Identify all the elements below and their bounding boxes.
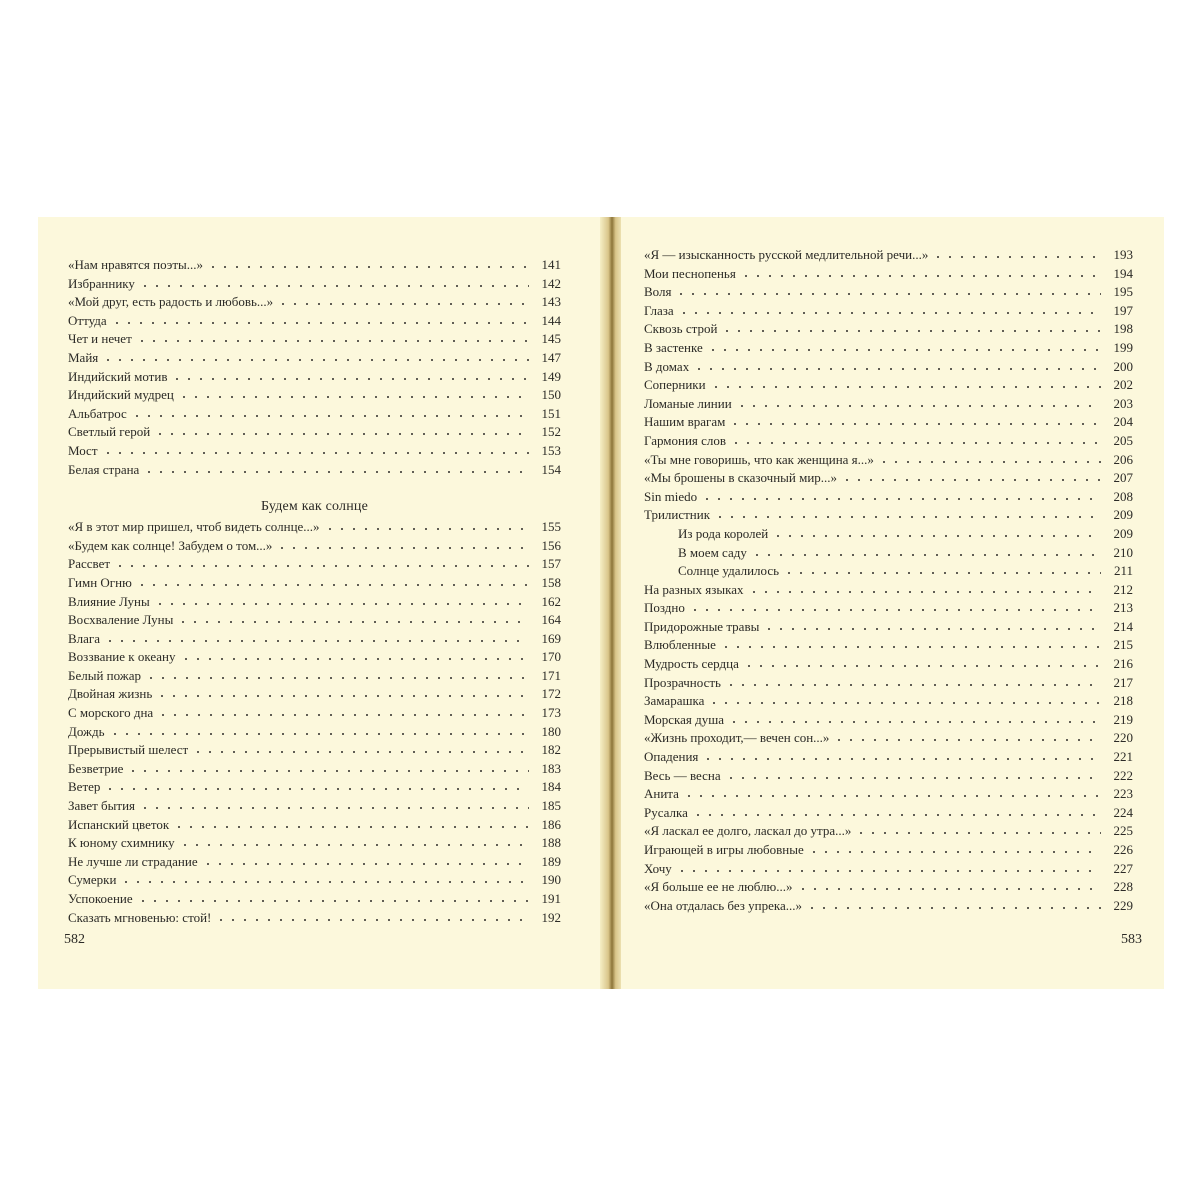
toc-entry xyxy=(68,816,561,835)
toc-entry xyxy=(68,667,561,686)
toc-entry xyxy=(644,376,1133,395)
toc-entry-page: 149 xyxy=(541,368,561,384)
toc-entry-page: 211 xyxy=(1113,563,1133,579)
toc-entry-page: 198 xyxy=(1113,321,1133,337)
dot-leader xyxy=(692,807,1101,817)
toc-entry-page: 170 xyxy=(541,649,561,665)
toc-entry-page: 183 xyxy=(541,760,561,776)
toc-entry-title: Безветрие xyxy=(68,760,124,776)
dot-leader xyxy=(683,788,1101,798)
toc-entry-page: 162 xyxy=(541,593,561,609)
dot-leader xyxy=(806,900,1101,910)
dot-leader xyxy=(714,509,1101,519)
toc-entry xyxy=(644,822,1133,841)
toc-entry-page: 207 xyxy=(1113,470,1133,486)
toc-entry-page: 206 xyxy=(1113,451,1133,467)
toc-entry xyxy=(68,518,561,537)
page-number-left: 582 xyxy=(64,932,85,947)
toc-entry-page: 155 xyxy=(541,519,561,535)
toc-entry-title: Рассвет xyxy=(68,556,111,572)
toc-entry-title: Испанский цветок xyxy=(68,816,170,832)
toc-entry-title: С морского дна xyxy=(68,705,154,721)
toc-entry xyxy=(68,405,561,424)
toc-entry-page: 150 xyxy=(541,387,561,403)
dot-leader xyxy=(783,565,1101,575)
toc-entry xyxy=(644,636,1133,655)
toc-entry xyxy=(68,537,561,556)
toc-entry-title: Мост xyxy=(68,442,98,458)
right-page xyxy=(621,217,1164,989)
page-number-right: 583 xyxy=(1121,932,1142,947)
dot-leader xyxy=(720,639,1101,649)
toc-entry-title: Сказать мгновенью: стой! xyxy=(68,909,212,925)
toc-entry-page: 153 xyxy=(541,442,561,458)
toc-entry-title: Белая страна xyxy=(68,461,140,477)
toc-entry-page: 141 xyxy=(541,257,561,272)
dot-leader xyxy=(131,408,529,418)
dot-leader xyxy=(729,416,1101,426)
toc-entry-page: 182 xyxy=(541,742,561,758)
toc-entry-title: Избраннику xyxy=(68,275,135,291)
dot-leader xyxy=(324,521,529,531)
dot-leader xyxy=(689,602,1101,612)
toc-entry-page: 190 xyxy=(541,872,561,888)
toc-entry xyxy=(644,432,1133,451)
toc-entry xyxy=(644,618,1133,637)
toc-entry-title: Альбатрос xyxy=(68,405,127,421)
toc-entry-page: 223 xyxy=(1113,786,1133,802)
dot-leader xyxy=(109,726,529,736)
toc-entry-title: Чет и нечет xyxy=(68,331,132,347)
dot-leader xyxy=(797,881,1101,891)
dot-leader xyxy=(139,800,529,810)
dot-leader xyxy=(748,584,1102,594)
section-heading: Будем как солнце xyxy=(260,499,369,515)
toc-entry-page: 203 xyxy=(1113,395,1133,411)
toc-entry-title: Не лучше ли страдание xyxy=(68,853,198,869)
left-toc xyxy=(68,256,561,927)
dot-leader xyxy=(127,763,529,773)
dot-leader xyxy=(725,677,1101,687)
dot-leader xyxy=(675,286,1101,296)
toc-entry xyxy=(644,320,1133,339)
toc-entry-title: В домах xyxy=(644,358,690,374)
toc-entry xyxy=(68,797,561,816)
toc-entry-page: 188 xyxy=(541,835,561,851)
dot-leader xyxy=(730,435,1101,445)
toc-entry-title: В застенке xyxy=(644,339,703,355)
toc-entry-page: 227 xyxy=(1113,860,1133,876)
toc-entry-page: 209 xyxy=(1113,525,1133,541)
dot-leader xyxy=(878,454,1101,464)
toc-entry-title: Дождь xyxy=(68,723,105,739)
dot-leader xyxy=(841,472,1101,482)
toc-entry xyxy=(68,293,561,312)
toc-entry-title: Гимн Огню xyxy=(68,574,132,590)
toc-entry-title: Солнце удалилось xyxy=(678,563,780,579)
toc-entry-page: 225 xyxy=(1113,823,1133,839)
dot-leader xyxy=(137,893,529,903)
toc-entry xyxy=(644,302,1133,321)
dot-leader xyxy=(171,371,529,381)
toc-entry xyxy=(68,648,561,667)
toc-entry-title: «Я — изысканность русской медлительной речи...» xyxy=(644,247,929,262)
toc-entry xyxy=(68,349,561,368)
toc-entry xyxy=(644,785,1133,804)
toc-entry-page: 195 xyxy=(1113,284,1133,300)
toc-entry xyxy=(644,283,1133,302)
toc-entry-title: Завет бытия xyxy=(68,798,136,814)
toc-entry-page: 218 xyxy=(1113,693,1133,709)
toc-entry xyxy=(68,890,561,909)
toc-entry-title: Трилистник xyxy=(644,507,711,523)
toc-entry-page: 222 xyxy=(1113,767,1133,783)
toc-entry-title: «Я в этот мир пришел, чтоб видеть солнце...» xyxy=(68,519,320,535)
toc-entry-title: Двойная жизнь xyxy=(68,686,153,702)
toc-entry-title: Хочу xyxy=(644,860,672,876)
toc-entry-page: 217 xyxy=(1113,674,1133,690)
toc-entry-page: 208 xyxy=(1113,488,1133,504)
toc-entry xyxy=(644,358,1133,377)
toc-entry-title: Мои песнопенья xyxy=(644,265,736,281)
dot-leader xyxy=(154,426,529,436)
toc-entry-title: Индийский мотив xyxy=(68,368,168,384)
toc-entry-title: Гармония слов xyxy=(644,432,727,448)
left-toc-top-list xyxy=(68,256,561,479)
toc-entry xyxy=(644,562,1133,581)
left-page xyxy=(38,217,607,989)
toc-entry-title: К юному схимнику xyxy=(68,835,175,851)
dot-leader xyxy=(104,781,529,791)
toc-entry-title: «Я больше ее не люблю...» xyxy=(644,879,793,895)
toc-entry-title: Майя xyxy=(68,349,99,365)
dot-leader xyxy=(139,278,529,288)
toc-entry-title: Влюбленные xyxy=(644,637,716,653)
dot-leader xyxy=(180,651,530,661)
toc-entry xyxy=(68,275,561,294)
toc-entry-page: 197 xyxy=(1113,302,1133,318)
dot-leader xyxy=(743,658,1101,668)
toc-entry-title: Ветер xyxy=(68,779,101,795)
toc-entry xyxy=(68,256,561,275)
toc-entry-title: Придорожные травы xyxy=(644,618,760,634)
toc-entry-page: 221 xyxy=(1113,749,1133,765)
dot-leader xyxy=(707,342,1101,352)
dot-leader xyxy=(136,577,529,587)
toc-entry-page: 229 xyxy=(1113,897,1133,913)
toc-entry-title: Мудрость сердца xyxy=(644,656,739,672)
toc-entry-title: «Будем как солнце! Забудем о том...» xyxy=(68,537,273,553)
toc-entry-page: 164 xyxy=(541,612,561,628)
toc-entry xyxy=(644,544,1133,563)
toc-entry-title: Прозрачность xyxy=(644,674,721,690)
dot-leader xyxy=(215,912,529,922)
toc-entry-title: Из рода королей xyxy=(678,525,769,541)
toc-entry xyxy=(644,506,1133,525)
toc-entry xyxy=(68,611,561,630)
toc-entry-page: 192 xyxy=(541,909,561,925)
toc-entry xyxy=(644,767,1133,786)
dot-leader xyxy=(202,856,529,866)
dot-leader xyxy=(932,249,1101,259)
toc-entry-page: 152 xyxy=(541,424,561,440)
toc-entry-title: Сквозь строй xyxy=(644,321,718,337)
toc-entry xyxy=(644,655,1133,674)
toc-entry-title: Нашим врагам xyxy=(644,414,726,430)
toc-entry-page: 214 xyxy=(1113,618,1133,634)
dot-leader xyxy=(710,379,1101,389)
toc-entry-title: «Она отдалась без упрека...» xyxy=(644,897,803,913)
toc-entry-page: 142 xyxy=(541,275,561,291)
toc-entry-title: Влага xyxy=(68,630,101,646)
toc-entry-title: Воля xyxy=(644,284,672,300)
toc-entry xyxy=(644,395,1133,414)
dot-leader xyxy=(114,558,529,568)
dot-leader xyxy=(157,707,529,717)
toc-entry xyxy=(68,630,561,649)
toc-entry-title: «Ты мне говоришь, что как женщина я...» xyxy=(644,451,874,467)
dot-leader xyxy=(192,744,529,754)
toc-entry-page: 184 xyxy=(541,779,561,795)
dot-leader xyxy=(154,596,529,606)
right-toc-list xyxy=(644,246,1133,915)
toc-entry-page: 205 xyxy=(1113,432,1133,448)
toc-entry xyxy=(68,368,561,387)
toc-entry-page: 220 xyxy=(1113,730,1133,746)
toc-entry xyxy=(644,804,1133,823)
toc-entry-title: Восхваление Луны xyxy=(68,612,174,628)
toc-entry xyxy=(644,451,1133,470)
toc-entry xyxy=(68,723,561,742)
toc-entry-page: 212 xyxy=(1113,581,1133,597)
toc-entry xyxy=(644,711,1133,730)
toc-entry xyxy=(68,593,561,612)
toc-entry-page: 216 xyxy=(1113,656,1133,672)
dot-leader xyxy=(276,540,529,550)
toc-entry-title: Весь — весна xyxy=(644,767,721,783)
toc-entry-title: Сумерки xyxy=(68,872,117,888)
dot-leader xyxy=(102,445,529,455)
toc-entry-page: 219 xyxy=(1113,711,1133,727)
dot-leader xyxy=(736,398,1101,408)
toc-entry-title: Индийский мудрец xyxy=(68,387,174,403)
dot-leader xyxy=(708,695,1101,705)
toc-entry-title: Оттуда xyxy=(68,312,107,328)
toc-entry-title: Светлый герой xyxy=(68,424,151,440)
toc-entry-page: 224 xyxy=(1113,804,1133,820)
toc-entry-title: Белый пожар xyxy=(68,667,142,683)
dot-leader xyxy=(145,670,529,680)
toc-entry xyxy=(644,878,1133,897)
toc-entry-page: 173 xyxy=(541,705,561,721)
toc-entry xyxy=(68,423,561,442)
dot-leader xyxy=(808,844,1101,854)
dot-leader xyxy=(772,528,1101,538)
toc-entry-title: Замарашка xyxy=(644,693,705,709)
toc-entry xyxy=(68,871,561,890)
right-toc xyxy=(644,246,1133,915)
toc-entry-title: Ломаные линии xyxy=(644,395,732,411)
toc-entry-page: 193 xyxy=(1113,247,1133,262)
toc-entry-page: 144 xyxy=(541,312,561,328)
toc-entry-title: В моем саду xyxy=(678,544,747,560)
toc-entry-page: 199 xyxy=(1113,339,1133,355)
book-spread xyxy=(38,217,1164,989)
toc-entry xyxy=(644,246,1133,265)
dot-leader xyxy=(277,296,529,306)
toc-entry xyxy=(68,555,561,574)
toc-entry-page: 147 xyxy=(541,349,561,365)
toc-entry xyxy=(644,841,1133,860)
dot-leader xyxy=(104,633,529,643)
dot-leader xyxy=(120,874,529,884)
toc-entry-title: Глаза xyxy=(644,302,674,318)
toc-entry-page: 169 xyxy=(541,630,561,646)
toc-entry-title: Играющей в игры любовные xyxy=(644,842,804,857)
dot-leader xyxy=(740,268,1101,278)
dot-leader xyxy=(177,614,529,624)
toc-entry-title: Анита xyxy=(644,786,679,802)
toc-entry-title: «Жизнь проходит,— вечен сон...» xyxy=(644,730,830,746)
dot-leader xyxy=(725,770,1101,780)
dot-leader xyxy=(178,389,529,399)
toc-entry xyxy=(68,853,561,872)
toc-entry-title: Влияние Луны xyxy=(68,593,150,609)
toc-entry-page: 158 xyxy=(541,574,561,590)
toc-entry xyxy=(68,909,561,928)
toc-entry-page: 226 xyxy=(1113,842,1133,857)
toc-entry xyxy=(644,748,1133,767)
dot-leader xyxy=(702,751,1101,761)
toc-entry xyxy=(644,469,1133,488)
dot-leader xyxy=(143,464,529,474)
toc-entry xyxy=(644,729,1133,748)
toc-entry xyxy=(68,330,561,349)
toc-entry xyxy=(644,488,1133,507)
dot-leader xyxy=(111,315,529,325)
dot-leader xyxy=(833,732,1101,742)
toc-entry-page: 213 xyxy=(1113,600,1133,616)
dot-leader xyxy=(102,352,529,362)
toc-entry xyxy=(644,674,1133,693)
toc-entry xyxy=(644,860,1133,879)
toc-entry-title: Поздно xyxy=(644,600,685,616)
toc-entry-page: 209 xyxy=(1113,507,1133,523)
toc-entry-title: Sin miedo xyxy=(644,488,698,504)
toc-entry-page: 228 xyxy=(1113,879,1133,895)
dot-leader xyxy=(763,621,1101,631)
toc-entry xyxy=(68,312,561,331)
toc-entry-page: 180 xyxy=(541,723,561,739)
toc-entry xyxy=(644,339,1133,358)
toc-entry-page: 143 xyxy=(541,294,561,310)
toc-entry-page: 186 xyxy=(541,816,561,832)
toc-entry xyxy=(644,897,1133,916)
dot-leader xyxy=(676,863,1101,873)
dot-leader xyxy=(855,825,1101,835)
toc-entry-title: «Нам нравятся поэты...» xyxy=(68,257,204,272)
dot-leader xyxy=(207,259,529,269)
toc-entry xyxy=(644,525,1133,544)
toc-entry-page: 189 xyxy=(541,853,561,869)
toc-entry-page: 202 xyxy=(1113,377,1133,393)
toc-entry xyxy=(68,704,561,723)
dot-leader xyxy=(728,714,1101,724)
toc-entry xyxy=(68,461,561,480)
toc-entry-title: «Мы брошены в сказочный мир...» xyxy=(644,470,838,486)
toc-entry xyxy=(68,442,561,461)
toc-entry-title: Опадения xyxy=(644,749,699,765)
dot-leader xyxy=(721,323,1101,333)
toc-entry-title: Русалка xyxy=(644,804,688,820)
toc-entry-page: 156 xyxy=(541,537,561,553)
toc-entry-page: 204 xyxy=(1113,414,1133,430)
toc-entry-title: Прерывистый шелест xyxy=(68,742,189,758)
toc-entry-page: 154 xyxy=(541,461,561,477)
dot-leader xyxy=(751,547,1101,557)
toc-entry xyxy=(68,760,561,779)
toc-entry xyxy=(644,599,1133,618)
dot-leader xyxy=(693,361,1101,371)
toc-entry-title: «Я ласкал ее долго, ласкал до утра...» xyxy=(644,823,852,839)
dot-leader xyxy=(173,819,529,829)
dot-leader xyxy=(701,491,1101,501)
toc-entry-title: Морская душа xyxy=(644,711,725,727)
toc-entry-page: 191 xyxy=(541,891,561,906)
toc-entry xyxy=(68,834,561,853)
toc-entry xyxy=(68,778,561,797)
toc-entry xyxy=(68,574,561,593)
dot-leader xyxy=(179,837,529,847)
toc-entry xyxy=(644,692,1133,711)
dot-leader xyxy=(678,305,1101,315)
toc-entry-title: Соперники xyxy=(644,377,706,393)
toc-entry-title: Успокоение xyxy=(68,891,133,906)
toc-entry xyxy=(68,741,561,760)
toc-entry-page: 185 xyxy=(541,798,561,814)
toc-entry xyxy=(644,413,1133,432)
toc-entry xyxy=(68,386,561,405)
toc-entry-page: 210 xyxy=(1113,544,1133,560)
toc-entry-page: 194 xyxy=(1113,265,1133,281)
toc-entry-page: 151 xyxy=(541,405,561,421)
toc-entry-title: На разных языках xyxy=(644,581,744,597)
toc-entry-page: 145 xyxy=(541,331,561,347)
toc-entry-title: «Мой друг, есть радость и любовь...» xyxy=(68,294,274,310)
toc-entry-page: 157 xyxy=(541,556,561,572)
toc-entry-page: 171 xyxy=(541,667,561,683)
toc-entry-page: 172 xyxy=(541,686,561,702)
dot-leader xyxy=(156,688,529,698)
toc-entry-page: 200 xyxy=(1113,358,1133,374)
toc-entry xyxy=(68,685,561,704)
toc-entry xyxy=(644,265,1133,284)
toc-entry xyxy=(644,581,1133,600)
toc-entry-page: 215 xyxy=(1113,637,1133,653)
toc-entry-title: Воззвание к океану xyxy=(68,649,176,665)
dot-leader xyxy=(136,333,529,343)
left-toc-section-list xyxy=(68,518,561,927)
